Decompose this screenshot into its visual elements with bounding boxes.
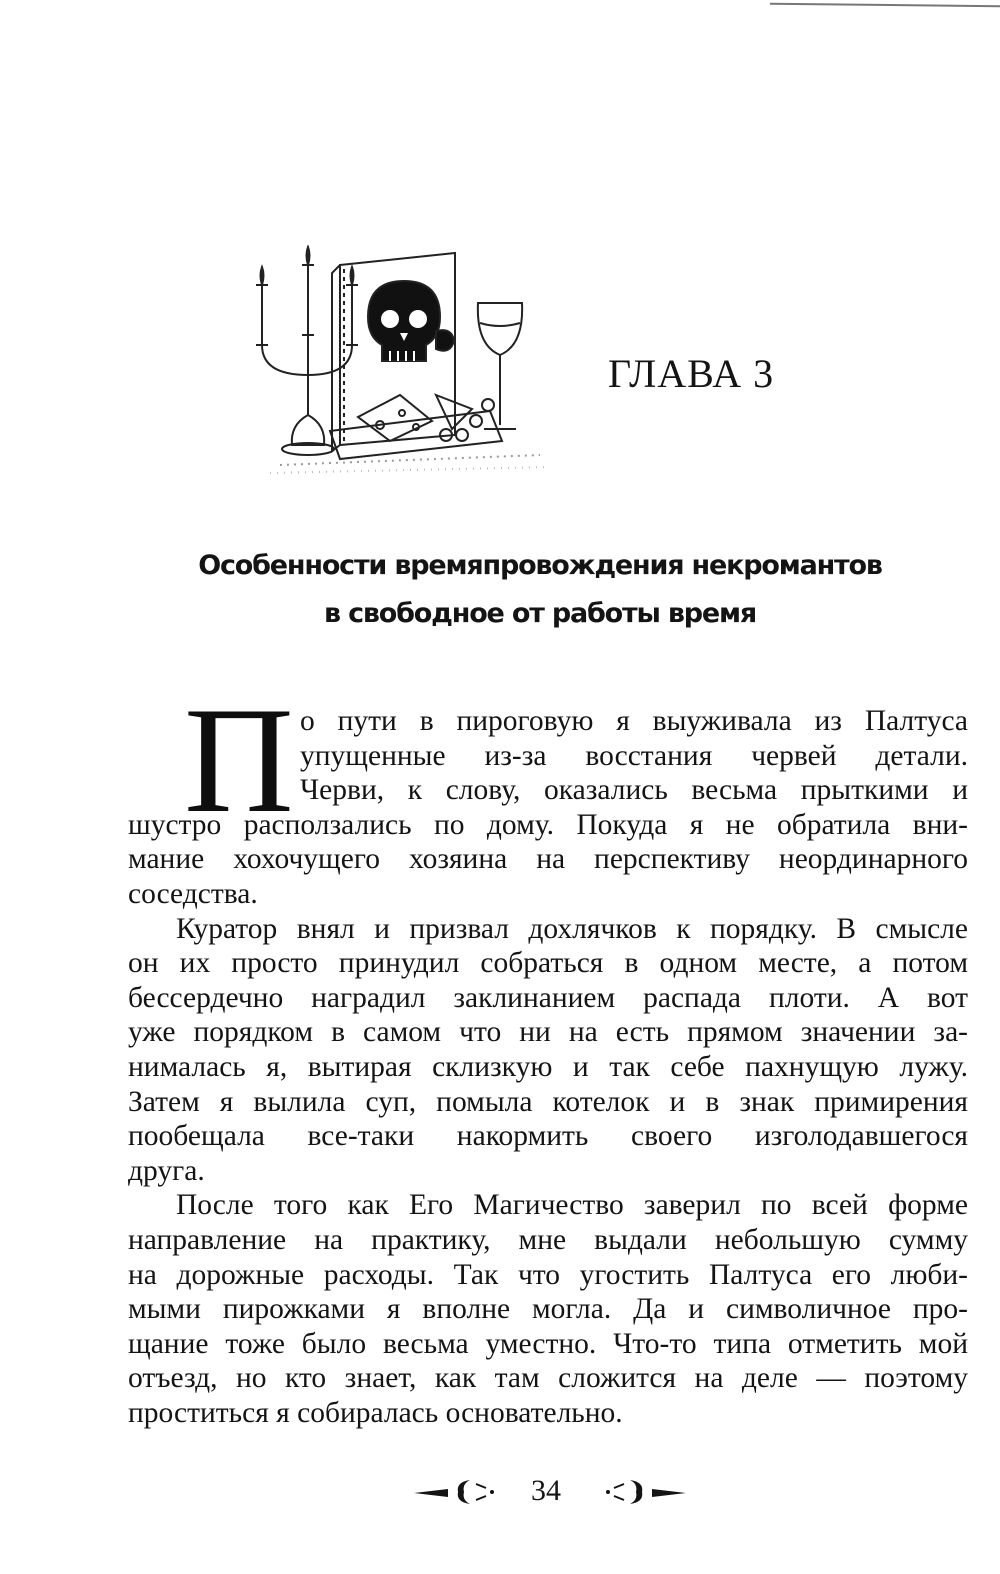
subtitle-line: Особенности времяпровождения некромантов	[198, 550, 882, 581]
skull-icon	[368, 281, 454, 361]
text-line: уже порядком в самом что ни на есть прямом значении за-	[128, 1016, 968, 1049]
text-line: нималась я, вытирая склизкую и так себе пахнущую лужу.	[128, 1050, 968, 1083]
body-text	[128, 676, 968, 1430]
text-line: о пути в пироговую я выуживала из Палтуса	[300, 705, 968, 737]
left-ornament-icon	[412, 1474, 502, 1510]
page-edge-line	[770, 3, 1000, 7]
text-line: отъезд, но кто знает, как там сложится на деле — поэтому	[128, 1362, 968, 1395]
right-ornament-icon	[598, 1474, 688, 1510]
text-line: шустро расползались по дому. Покуда я не обратила вни-	[128, 808, 968, 841]
text-line: Затем я вылила суп, помыла котелок и в знак примирения	[128, 1085, 968, 1118]
text-line: пообещала все-таки накормить своего изголодавшегося	[128, 1120, 968, 1153]
text-line: Куратор внял и призвал дохлячков к порядку. В смысле	[176, 912, 968, 945]
text-line: на дорожные расходы. Так что угостить Палтуса его люби-	[128, 1258, 968, 1291]
chapter-subtitle	[120, 542, 960, 638]
text-line: соседства.	[128, 877, 258, 910]
subtitle-line: в свободное от работы время	[324, 598, 756, 629]
drop-cap: П	[184, 676, 294, 844]
text-line: упущенные из-за восстания червей детали.	[300, 739, 968, 772]
text-line: друга.	[128, 1154, 205, 1187]
text-line: он их просто принудил собраться в одном месте, а потом	[128, 947, 968, 980]
candelabra-icon	[256, 247, 358, 455]
text-line: проститься я собиралась основательно.	[128, 1396, 623, 1429]
text-line: Черви, к слову, оказались весьма прыткими и	[300, 774, 968, 807]
chapter-illustration	[240, 245, 580, 485]
text-line: мание хохочущего хозяина на перспективу неординарного	[128, 843, 968, 876]
text-line: мыми пирожками я вполне могла. Да и символичное про-	[128, 1293, 968, 1326]
page-footer	[0, 1466, 1000, 1516]
text-line: После того как Его Магичество заверил по всей форме	[176, 1189, 968, 1222]
cheese-board-icon	[330, 395, 502, 459]
chapter-title: ГЛАВА 3	[608, 351, 775, 396]
text-line: бессердечно наградил заклинанием распада плоти. А вот	[128, 981, 968, 1014]
page-number: 34	[531, 1474, 561, 1507]
text-line: щание тоже было весьма уместно. Что-то типа отметить мой	[128, 1327, 968, 1360]
text-line: направление на практику, мне выдали небольшую сумму	[128, 1223, 968, 1256]
